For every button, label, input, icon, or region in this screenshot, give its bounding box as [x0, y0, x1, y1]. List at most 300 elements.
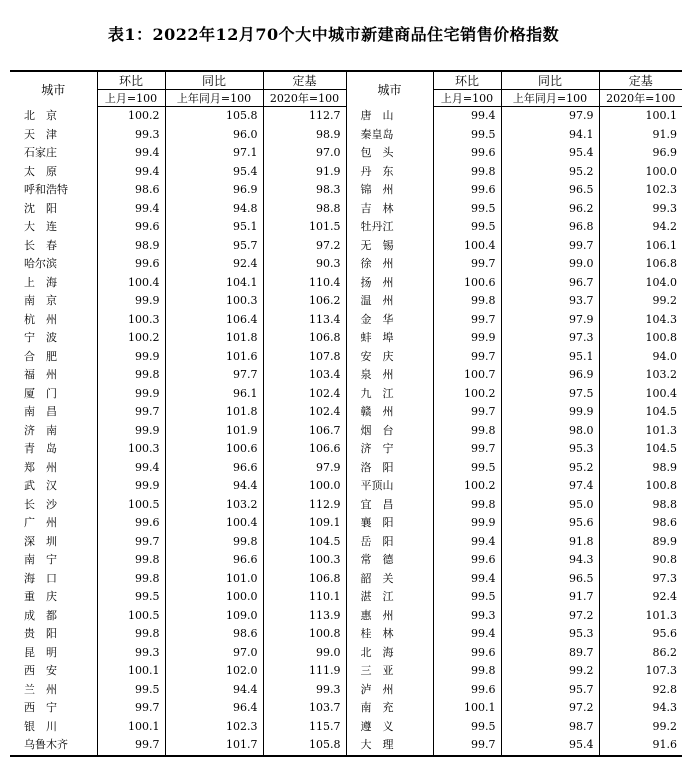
city-cell-right: 三 亚: [346, 662, 433, 681]
city-cell-left: 厦 门: [24, 386, 57, 400]
tb-cell-left: 101.7: [165, 736, 263, 756]
hb-cell-right: 100.7: [433, 366, 501, 385]
tb-cell-left: 104.1: [165, 274, 263, 293]
city-cell-right: 温 州: [346, 292, 433, 311]
tb-cell-left: 96.6: [165, 459, 263, 478]
city-cell-right: 惠 州: [346, 607, 433, 626]
hb-cell-left: 98.9: [97, 237, 165, 256]
tb-cell-right: 99.7: [501, 237, 599, 256]
dj-cell-right: 98.6: [599, 514, 682, 533]
city-cell-left: 重 庆: [24, 590, 57, 604]
dj-cell-left: 91.9: [263, 163, 346, 182]
dj-cell-right: 98.9: [599, 459, 682, 478]
city-cell-left: 西 宁: [24, 701, 57, 715]
tb-cell-left: 95.7: [165, 237, 263, 256]
dj-cell-left: 105.8: [263, 736, 346, 756]
dj-cell-right: 100.0: [599, 163, 682, 182]
city-cell-right: 吉 林: [346, 200, 433, 219]
tb-cell-right: 95.1: [501, 348, 599, 367]
dj-cell-right: 99.2: [599, 718, 682, 737]
city-cell-left: 武 汉: [24, 479, 57, 493]
tb-cell-right: 93.7: [501, 292, 599, 311]
hb-cell-right: 99.7: [433, 255, 501, 274]
hb-cell-left: 100.2: [97, 107, 165, 126]
hb-cell-right: 99.8: [433, 292, 501, 311]
city-cell-left: 昆 明: [24, 645, 57, 659]
table-row: [10, 496, 682, 515]
tb-cell-left: 101.8: [165, 403, 263, 422]
city-cell-right: 牡丹江: [346, 218, 433, 237]
hb-cell-left: 99.3: [97, 126, 165, 145]
table-header-row: [10, 71, 682, 90]
header-city-left: 城市: [10, 71, 97, 107]
city-cell-right: 韶 关: [346, 570, 433, 589]
tb-cell-right: 97.9: [501, 311, 599, 330]
hb-cell-right: 99.4: [433, 625, 501, 644]
hb-cell-right: 99.4: [433, 107, 501, 126]
city-cell-left: 石家庄: [24, 146, 57, 160]
dj-cell-right: 106.8: [599, 255, 682, 274]
city-cell-right: 丹 东: [346, 163, 433, 182]
tb-cell-left: 96.9: [165, 181, 263, 200]
dj-cell-left: 90.3: [263, 255, 346, 274]
dj-cell-left: 97.9: [263, 459, 346, 478]
table-row: [10, 403, 682, 422]
dj-cell-left: 97.2: [263, 237, 346, 256]
dj-cell-right: 103.2: [599, 366, 682, 385]
city-cell-right: 包 头: [346, 144, 433, 163]
tb-cell-right: 91.8: [501, 533, 599, 552]
dj-cell-right: 98.8: [599, 496, 682, 515]
city-cell-right: 徐 州: [346, 255, 433, 274]
hb-cell-left: 99.4: [97, 459, 165, 478]
hb-cell-left: 100.4: [97, 274, 165, 293]
tb-cell-right: 94.1: [501, 126, 599, 145]
header-dj-right: 定基: [599, 71, 682, 90]
hb-cell-right: 99.5: [433, 200, 501, 219]
tb-cell-left: 94.4: [165, 477, 263, 496]
table-row: [10, 477, 682, 496]
hb-cell-left: 99.8: [97, 570, 165, 589]
dj-cell-left: 115.7: [263, 718, 346, 737]
dj-cell-left: 107.8: [263, 348, 346, 367]
city-cell-left: 乌鲁木齐: [10, 736, 97, 756]
tb-cell-left: 100.6: [165, 440, 263, 459]
subheader-hb-right: 上月=100: [433, 90, 501, 107]
city-cell-right: 平顶山: [346, 477, 433, 496]
city-cell-left: 合 肥: [24, 349, 57, 363]
hb-cell-right: 99.5: [433, 588, 501, 607]
city-cell-left: 郑 州: [24, 460, 57, 474]
dj-cell-left: 110.1: [263, 588, 346, 607]
table-row: [10, 311, 682, 330]
tb-cell-right: 97.2: [501, 699, 599, 718]
hb-cell-right: 99.7: [433, 736, 501, 756]
hb-cell-right: 99.8: [433, 496, 501, 515]
page-title: 表1：2022年12月70个大中城市新建商品住宅销售价格指数: [107, 25, 560, 44]
table-row: [10, 422, 682, 441]
tb-cell-right: 95.4: [501, 144, 599, 163]
subheader-dj-left: 2020年=100: [263, 90, 346, 107]
tb-cell-right: 96.9: [501, 366, 599, 385]
table-row: [10, 237, 682, 256]
tb-cell-left: 97.7: [165, 366, 263, 385]
tb-cell-right: 96.7: [501, 274, 599, 293]
table-row: [10, 699, 682, 718]
subheader-hb-left: 上月=100: [97, 90, 165, 107]
city-cell-left: 海 口: [24, 571, 57, 585]
subheader-tb-right: 上年同月=100: [501, 90, 599, 107]
header-hb-right: 环比: [433, 71, 501, 90]
dj-cell-right: 97.3: [599, 570, 682, 589]
hb-cell-right: 99.5: [433, 718, 501, 737]
dj-cell-left: 103.4: [263, 366, 346, 385]
tb-cell-right: 96.5: [501, 181, 599, 200]
hb-cell-left: 100.1: [97, 718, 165, 737]
hb-cell-right: 99.5: [433, 126, 501, 145]
dj-cell-right: 101.3: [599, 422, 682, 441]
hb-cell-right: 99.6: [433, 144, 501, 163]
tb-cell-right: 98.7: [501, 718, 599, 737]
table-row: [10, 681, 682, 700]
tb-cell-right: 97.2: [501, 607, 599, 626]
hb-cell-left: 99.3: [97, 644, 165, 663]
tb-cell-left: 101.6: [165, 348, 263, 367]
city-cell-right: 南 充: [346, 699, 433, 718]
table-row: [10, 662, 682, 681]
table-row: [10, 588, 682, 607]
dj-cell-left: 99.0: [263, 644, 346, 663]
table-row: [10, 644, 682, 663]
hb-cell-left: 99.7: [97, 699, 165, 718]
city-cell-left: 沈 阳: [24, 201, 57, 215]
dj-cell-left: 101.5: [263, 218, 346, 237]
dj-cell-right: 95.6: [599, 625, 682, 644]
table-row: [10, 218, 682, 237]
hb-cell-right: 99.7: [433, 311, 501, 330]
dj-cell-right: 100.1: [599, 107, 682, 126]
hb-cell-right: 99.8: [433, 422, 501, 441]
dj-cell-right: 94.3: [599, 699, 682, 718]
dj-cell-left: 110.4: [263, 274, 346, 293]
tb-cell-left: 95.4: [165, 163, 263, 182]
hb-cell-right: 99.8: [433, 163, 501, 182]
city-cell-right: 常 德: [346, 551, 433, 570]
dj-cell-right: 99.2: [599, 292, 682, 311]
hb-cell-left: 99.4: [97, 144, 165, 163]
tb-cell-right: 99.2: [501, 662, 599, 681]
city-cell-left: 杭 州: [24, 312, 57, 326]
dj-cell-left: 106.6: [263, 440, 346, 459]
table-row: [10, 570, 682, 589]
city-cell-right: 大 理: [346, 736, 433, 756]
city-cell-right: 九 江: [346, 385, 433, 404]
city-cell-left: 西 安: [24, 664, 57, 678]
city-cell-left: 兰 州: [24, 682, 57, 696]
dj-cell-left: 98.8: [263, 200, 346, 219]
dj-cell-right: 101.3: [599, 607, 682, 626]
dj-cell-left: 97.0: [263, 144, 346, 163]
city-cell-right: 桂 林: [346, 625, 433, 644]
hb-cell-right: 99.6: [433, 181, 501, 200]
tb-cell-left: 97.0: [165, 644, 263, 663]
tb-cell-left: 100.4: [165, 514, 263, 533]
hb-cell-right: 99.4: [433, 533, 501, 552]
dj-cell-right: 106.1: [599, 237, 682, 256]
city-cell-right: 金 华: [346, 311, 433, 330]
tb-cell-left: 95.1: [165, 218, 263, 237]
table-row: [10, 718, 682, 737]
dj-cell-left: 104.5: [263, 533, 346, 552]
city-cell-right: 赣 州: [346, 403, 433, 422]
hb-cell-left: 99.6: [97, 218, 165, 237]
hb-cell-right: 99.7: [433, 348, 501, 367]
hb-cell-left: 99.8: [97, 625, 165, 644]
tb-cell-left: 103.2: [165, 496, 263, 515]
table-row: [10, 181, 682, 200]
hb-cell-left: 99.9: [97, 422, 165, 441]
table-row: [10, 329, 682, 348]
dj-cell-right: 100.8: [599, 329, 682, 348]
dj-cell-left: 106.2: [263, 292, 346, 311]
hb-cell-left: 99.9: [97, 477, 165, 496]
tb-cell-left: 97.1: [165, 144, 263, 163]
hb-cell-left: 99.5: [97, 681, 165, 700]
tb-cell-left: 100.3: [165, 292, 263, 311]
city-cell-left: 上 海: [24, 275, 57, 289]
hb-cell-right: 99.4: [433, 570, 501, 589]
hb-cell-left: 98.6: [97, 181, 165, 200]
tb-cell-left: 94.8: [165, 200, 263, 219]
hb-cell-left: 99.9: [97, 348, 165, 367]
hb-cell-right: 100.2: [433, 385, 501, 404]
dj-cell-left: 103.7: [263, 699, 346, 718]
hb-cell-left: 99.8: [97, 366, 165, 385]
dj-cell-left: 109.1: [263, 514, 346, 533]
city-cell-right: 秦皇岛: [346, 126, 433, 145]
dj-cell-right: 92.8: [599, 681, 682, 700]
tb-cell-right: 97.5: [501, 385, 599, 404]
city-cell-right: 遵 义: [346, 718, 433, 737]
hb-cell-left: 99.6: [97, 514, 165, 533]
dj-cell-right: 102.3: [599, 181, 682, 200]
hb-cell-right: 99.9: [433, 514, 501, 533]
dj-cell-right: 94.0: [599, 348, 682, 367]
city-cell-left: 大 连: [24, 220, 57, 234]
dj-cell-left: 112.9: [263, 496, 346, 515]
city-cell-left: 哈尔滨: [24, 257, 57, 271]
dj-cell-right: 104.3: [599, 311, 682, 330]
tb-cell-right: 99.9: [501, 403, 599, 422]
hb-cell-right: 99.6: [433, 551, 501, 570]
dj-cell-right: 99.3: [599, 200, 682, 219]
city-cell-left: 深 圳: [24, 534, 57, 548]
hb-cell-right: 100.2: [433, 477, 501, 496]
city-cell-right: 襄 阳: [346, 514, 433, 533]
hb-cell-left: 100.5: [97, 496, 165, 515]
dj-cell-left: 111.9: [263, 662, 346, 681]
hb-cell-left: 99.9: [97, 385, 165, 404]
city-cell-right: 济 宁: [346, 440, 433, 459]
city-cell-left: 长 春: [24, 238, 57, 252]
city-cell-right: 洛 阳: [346, 459, 433, 478]
city-cell-right: 泉 州: [346, 366, 433, 385]
tb-cell-left: 101.9: [165, 422, 263, 441]
tb-cell-left: 96.0: [165, 126, 263, 145]
hb-cell-right: 99.7: [433, 440, 501, 459]
table-row: [10, 348, 682, 367]
hb-cell-right: 99.8: [433, 662, 501, 681]
table-row: [10, 459, 682, 478]
table-row: [10, 255, 682, 274]
table-row: [10, 107, 682, 126]
dj-cell-left: 106.8: [263, 329, 346, 348]
hb-cell-left: 100.3: [97, 440, 165, 459]
hb-cell-left: 100.3: [97, 311, 165, 330]
tb-cell-right: 91.7: [501, 588, 599, 607]
city-cell-left: 贵 阳: [24, 627, 57, 641]
dj-cell-right: 94.2: [599, 218, 682, 237]
city-cell-right: 扬 州: [346, 274, 433, 293]
tb-cell-right: 96.8: [501, 218, 599, 237]
tb-cell-left: 105.8: [165, 107, 263, 126]
dj-cell-left: 98.3: [263, 181, 346, 200]
tb-cell-right: 99.0: [501, 255, 599, 274]
dj-cell-right: 90.8: [599, 551, 682, 570]
tb-cell-left: 109.0: [165, 607, 263, 626]
tb-cell-right: 97.3: [501, 329, 599, 348]
dj-cell-left: 98.9: [263, 126, 346, 145]
dj-cell-right: 104.5: [599, 440, 682, 459]
dj-cell-left: 113.4: [263, 311, 346, 330]
city-cell-right: 泸 州: [346, 681, 433, 700]
header-hb-left: 环比: [97, 71, 165, 90]
city-cell-right: 无 锡: [346, 237, 433, 256]
hb-cell-left: 99.7: [97, 403, 165, 422]
table-row: [10, 607, 682, 626]
dj-cell-left: 99.3: [263, 681, 346, 700]
subheader-dj-right: 2020年=100: [599, 90, 682, 107]
hb-cell-right: 100.6: [433, 274, 501, 293]
table-row: [10, 440, 682, 459]
tb-cell-right: 95.2: [501, 459, 599, 478]
dj-cell-right: 96.9: [599, 144, 682, 163]
hb-cell-right: 99.3: [433, 607, 501, 626]
tb-cell-right: 95.7: [501, 681, 599, 700]
tb-cell-right: 94.3: [501, 551, 599, 570]
tb-cell-left: 100.0: [165, 588, 263, 607]
dj-cell-right: 104.0: [599, 274, 682, 293]
tb-cell-right: 95.4: [501, 736, 599, 756]
dj-cell-left: 112.7: [263, 107, 346, 126]
city-cell-left: 南 宁: [24, 553, 57, 567]
dj-cell-left: 106.8: [263, 570, 346, 589]
city-cell-left: 银 川: [24, 719, 57, 733]
city-cell-left: 南 京: [24, 294, 57, 308]
tb-cell-left: 92.4: [165, 255, 263, 274]
hb-cell-right: 100.4: [433, 237, 501, 256]
city-cell-right: 安 庆: [346, 348, 433, 367]
dj-cell-right: 89.9: [599, 533, 682, 552]
city-cell-right: 唐 山: [346, 107, 433, 126]
city-cell-left: 北 京: [24, 109, 57, 122]
city-cell-left: 宁 波: [24, 331, 57, 345]
city-cell-left: 福 州: [24, 368, 57, 382]
city-cell-right: 宜 昌: [346, 496, 433, 515]
table-row: [10, 163, 682, 182]
dj-cell-right: 91.9: [599, 126, 682, 145]
hb-cell-left: 100.5: [97, 607, 165, 626]
tb-cell-left: 106.4: [165, 311, 263, 330]
dj-cell-right: 91.6: [599, 736, 682, 756]
hb-cell-left: 100.2: [97, 329, 165, 348]
tb-cell-right: 95.3: [501, 625, 599, 644]
table-row: [10, 385, 682, 404]
table-row: [10, 292, 682, 311]
tb-cell-left: 101.0: [165, 570, 263, 589]
tb-cell-left: 96.1: [165, 385, 263, 404]
dj-cell-left: 100.0: [263, 477, 346, 496]
dj-cell-right: 86.2: [599, 644, 682, 663]
city-cell-right: 烟 台: [346, 422, 433, 441]
dj-cell-right: 104.5: [599, 403, 682, 422]
header-city-right: 城市: [346, 71, 433, 107]
city-cell-right: 蚌 埠: [346, 329, 433, 348]
tb-cell-left: 101.8: [165, 329, 263, 348]
tb-cell-right: 97.9: [501, 107, 599, 126]
hb-cell-left: 99.6: [97, 255, 165, 274]
tb-cell-left: 98.6: [165, 625, 263, 644]
dj-cell-right: 92.4: [599, 588, 682, 607]
city-cell-left: 呼和浩特: [24, 183, 68, 197]
city-cell-left: 天 津: [24, 127, 57, 141]
city-cell-left: 长 沙: [24, 497, 57, 511]
hb-cell-right: 99.5: [433, 218, 501, 237]
dj-cell-right: 100.8: [599, 477, 682, 496]
hb-cell-right: 99.6: [433, 644, 501, 663]
dj-cell-left: 100.3: [263, 551, 346, 570]
hb-cell-right: 99.9: [433, 329, 501, 348]
hb-cell-right: 100.1: [433, 699, 501, 718]
tb-cell-left: 102.3: [165, 718, 263, 737]
hb-cell-left: 99.7: [97, 533, 165, 552]
hb-cell-left: 99.4: [97, 163, 165, 182]
hb-cell-left: 100.1: [97, 662, 165, 681]
hb-cell-right: 99.6: [433, 681, 501, 700]
tb-cell-right: 97.4: [501, 477, 599, 496]
city-cell-left: 成 都: [24, 608, 57, 622]
tb-cell-right: 95.2: [501, 163, 599, 182]
dj-cell-right: 107.3: [599, 662, 682, 681]
header-tb-right: 同比: [501, 71, 599, 90]
hb-cell-left: 99.4: [97, 200, 165, 219]
city-cell-left: 广 州: [24, 516, 57, 530]
dj-cell-right: 100.4: [599, 385, 682, 404]
tb-cell-left: 99.8: [165, 533, 263, 552]
tb-cell-left: 102.0: [165, 662, 263, 681]
tb-cell-left: 96.6: [165, 551, 263, 570]
table-row: [10, 551, 682, 570]
dj-cell-left: 102.4: [263, 403, 346, 422]
hb-cell-left: 99.5: [97, 588, 165, 607]
header-dj-left: 定基: [263, 71, 346, 90]
table-row: [10, 736, 682, 756]
tb-cell-right: 96.5: [501, 570, 599, 589]
tb-cell-right: 95.0: [501, 496, 599, 515]
table-row: [10, 126, 682, 145]
tb-cell-right: 98.0: [501, 422, 599, 441]
table-row: [10, 625, 682, 644]
